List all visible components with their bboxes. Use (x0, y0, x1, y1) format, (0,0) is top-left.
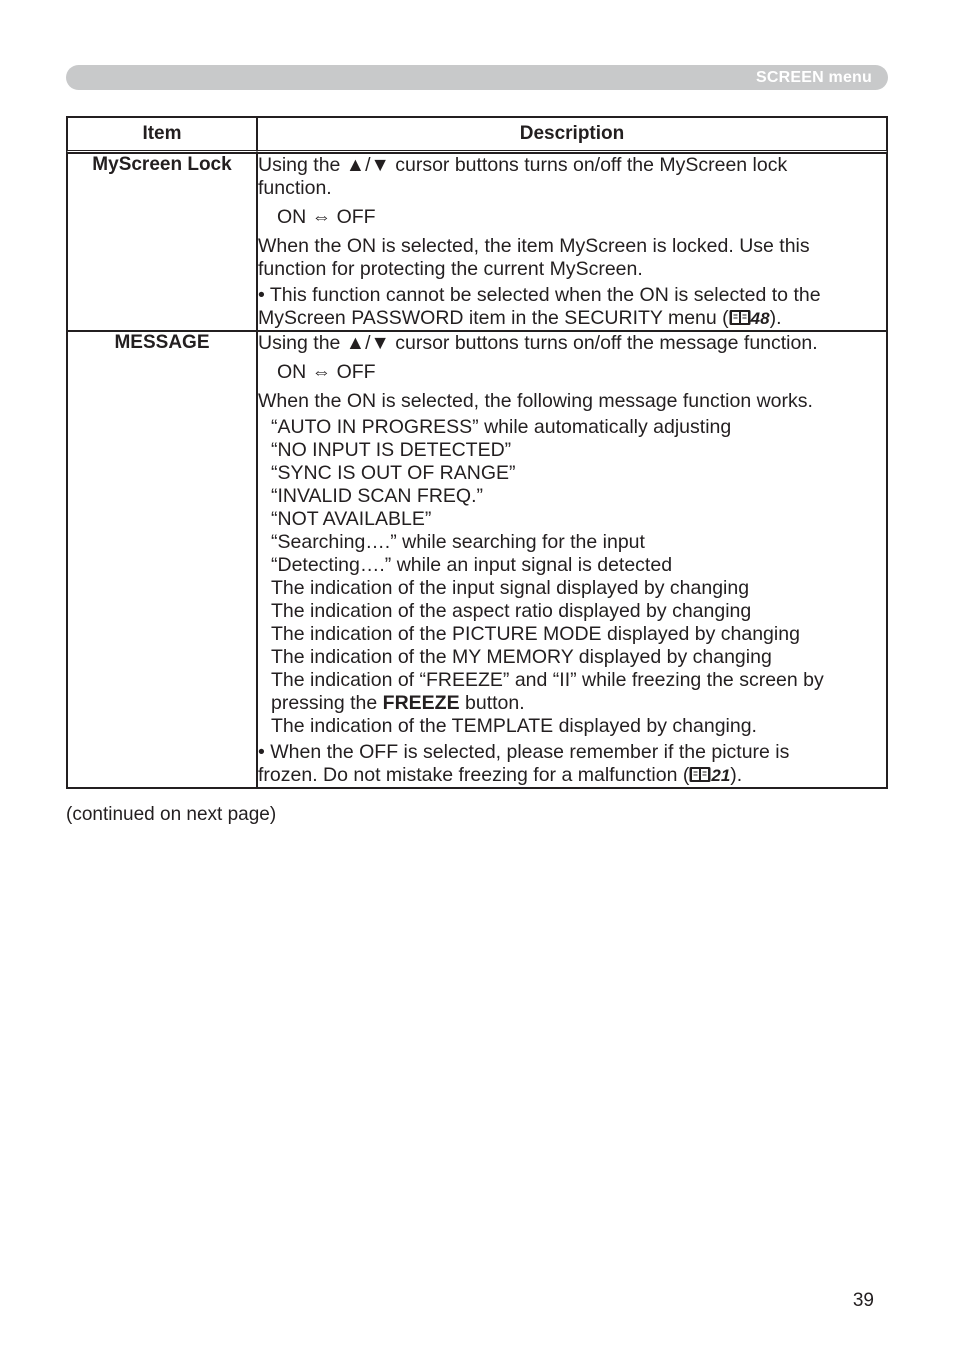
menu-table (66, 116, 888, 789)
table-row (67, 331, 887, 788)
description-cell (257, 331, 887, 788)
description-line (258, 307, 886, 330)
text-segment: MyScreen PASSWORD item in the SECURITY menu ( (258, 307, 729, 329)
message-list (258, 416, 886, 738)
item-cell-message: MESSAGE (67, 331, 257, 788)
column-header-description: Description (257, 117, 887, 153)
description-line: Using the ▲/▼ cursor buttons turns on/off the message function. (258, 332, 818, 354)
option-toggle-text: ON ⇔ OFF (277, 361, 376, 383)
description-cell (257, 153, 887, 331)
table-header-row (67, 117, 887, 153)
description-line: When the ON is selected, the following message function works. (258, 390, 813, 412)
description-line: • This function cannot be selected when the ON is selected to the (258, 284, 821, 306)
text-segment: pressing the (271, 692, 383, 714)
continued-note: (continued on next page) (66, 804, 277, 825)
message-item: The indication of “FREEZE” and “II” while freezing the screen by (271, 669, 824, 691)
section-title: SCREEN menu (756, 69, 872, 86)
message-item: The indication of the aspect ratio displayed by changing (271, 600, 752, 622)
description-line (258, 764, 886, 787)
table-row (67, 153, 887, 331)
book-icon (689, 766, 711, 783)
message-item: “SYNC IS OUT OF RANGE” (271, 462, 516, 484)
message-item: The indication of the PICTURE MODE displayed by changing (271, 623, 800, 645)
message-item: “NOT AVAILABLE” (271, 508, 432, 530)
description-line: When the ON is selected, the item MyScreen is locked. Use this (258, 235, 810, 257)
message-item: The indication of the TEMPLATE displayed by changing. (271, 715, 757, 737)
book-icon (729, 309, 751, 326)
message-item: The indication of the MY MEMORY displayed by changing (271, 646, 772, 668)
text-segment: ). (769, 307, 782, 329)
page-reference[interactable]: 21 (711, 766, 731, 785)
message-item: “AUTO IN PROGRESS” while automatically adjusting (271, 416, 732, 438)
option-toggle-text: ON ⇔ OFF (277, 206, 376, 228)
text-segment: frozen. Do not mistake freezing for a malfunction ( (258, 764, 690, 786)
description-line: Using the ▲/▼ cursor buttons turns on/off the MyScreen lock (258, 154, 788, 176)
page-number: 39 (852, 1290, 874, 1311)
page-reference[interactable]: 48 (750, 309, 770, 328)
message-item: “INVALID SCAN FREQ.” (271, 485, 483, 507)
description-line: • When the OFF is selected, please remember if the picture is (258, 741, 790, 763)
freeze-button-label: FREEZE (382, 692, 460, 714)
message-item: The indication of the input signal displayed by changing (271, 577, 750, 599)
text-segment: ). (730, 764, 743, 786)
description-line: function. (258, 177, 332, 199)
item-cell-myscreen-lock: MyScreen Lock (67, 153, 257, 331)
message-item (258, 692, 886, 715)
text-segment: button. (459, 692, 525, 714)
description-line: function for protecting the current MyScreen. (258, 258, 643, 280)
message-item: “Searching….” while searching for the input (271, 531, 645, 553)
section-header-bar (66, 65, 888, 90)
message-item: “Detecting….” while an input signal is detected (271, 554, 673, 576)
column-header-item: Item (67, 117, 257, 153)
message-item: “NO INPUT IS DETECTED” (271, 439, 512, 461)
